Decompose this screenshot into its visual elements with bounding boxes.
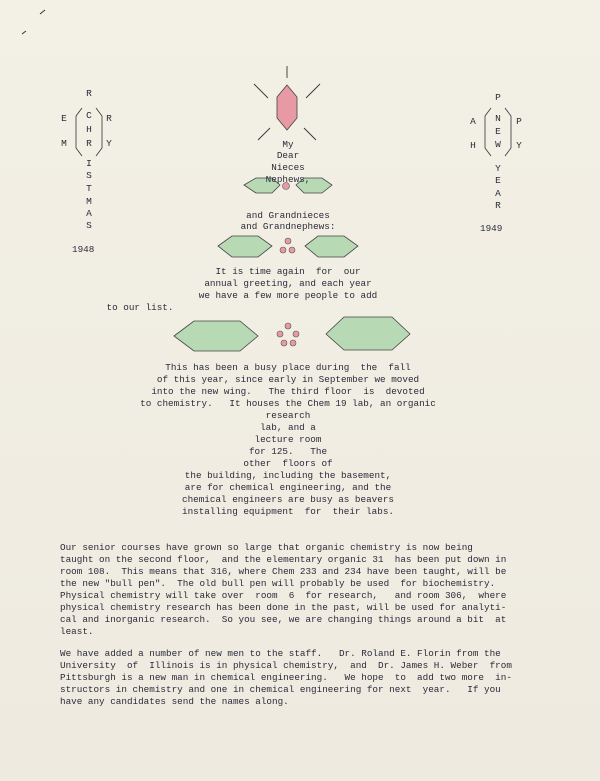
acrostic-letter: S: [86, 170, 92, 181]
green-hexagon: [326, 317, 410, 350]
year-right: 1949: [480, 223, 503, 234]
paragraph-line: cal and inorganic research. So you see, we are changing things around a bit at: [60, 614, 507, 625]
body-line: research: [265, 410, 311, 421]
body-line: are for chemical engineering, and the: [184, 482, 392, 493]
paragraph-line: We have added a number of new men to the staff. Dr. Roland E. Florin from the: [60, 648, 501, 659]
paragraph-line: structors in chemistry and one in chemical engineering for next year. If you: [60, 684, 501, 695]
body-line: installing equipment for their labs.: [181, 506, 394, 517]
body-line: lab, and a: [260, 422, 316, 433]
body-line: to chemistry. It houses the Chem 19 lab, an organic: [140, 398, 436, 409]
acrostic-letter: M: [86, 196, 92, 207]
greeting-line: Dear: [276, 150, 300, 161]
acrostic-letter: E: [495, 126, 501, 137]
paragraph-line: taught on the second floor, and the elementary organic 31 has been put down in: [60, 554, 507, 565]
acrostic-letter: R: [495, 200, 501, 211]
acrostic-side-letter: P: [516, 116, 522, 127]
greeting-line: to our list.: [106, 302, 174, 313]
greeting-line: My: [282, 139, 294, 150]
acrostic-letter: N: [495, 113, 501, 124]
paragraph-line: least.: [60, 626, 94, 637]
greeting-line: It is time again for our: [215, 266, 361, 277]
body-line: lecture room: [254, 434, 322, 445]
paragraph-line: have any candidates send the names along.: [60, 696, 289, 707]
greeting-line: we have a few more people to add: [198, 290, 378, 301]
acrostic-letter: Y: [495, 163, 501, 174]
greeting-line: and Grandnephews:: [240, 221, 336, 232]
paragraph-line: physical chemistry research has been done in the past, will be used for analyti-: [60, 602, 507, 613]
acrostic-letter: T: [86, 183, 92, 194]
year-left: 1948: [72, 244, 95, 255]
acrostic-letter: R: [86, 138, 92, 149]
body-line: the building, including the basement,: [184, 470, 392, 481]
body-line: of this year, since early in September we moved: [156, 374, 420, 385]
acrostic-letter: E: [495, 175, 501, 186]
acrostic-side-letter: R: [106, 113, 112, 124]
acrostic-side-letter: Y: [516, 140, 522, 151]
acrostic-letter: C: [86, 110, 92, 121]
green-hexagon: [174, 321, 258, 351]
body-line: chemical engineers are busy as beavers: [181, 494, 394, 505]
green-hexagon: [305, 236, 358, 257]
greeting-line: and Grandnieces: [246, 210, 330, 221]
greeting-line: Nephews,: [265, 174, 311, 185]
paragraph-line: the new "bull pen". The old bull pen will probably be used for biochemistry.: [60, 578, 496, 589]
acrostic-letter: A: [86, 208, 92, 219]
paragraph-line: room 108. This means that 316, where Chem 233 and 234 have been taught, will be: [60, 566, 507, 577]
acrostic-letter: R: [86, 88, 92, 99]
acrostic-letter: H: [86, 124, 92, 135]
green-hexagon: [218, 236, 272, 257]
body-line: This has been a busy place during the fall: [165, 362, 411, 373]
acrostic-letter: S: [86, 220, 92, 231]
acrostic-side-letter: A: [470, 116, 476, 127]
body-line: other floors of: [243, 458, 333, 469]
acrostic-letter: P: [495, 92, 501, 103]
paragraph-line: Our senior courses have grown so large that organic chemistry is now being: [60, 542, 473, 553]
paragraph-line: Physical chemistry will take over room 6 for research, and room 306, where: [60, 590, 507, 601]
acrostic-side-letter: Y: [106, 138, 112, 149]
acrostic-side-letter: E: [61, 113, 67, 124]
body-line: for 125. The: [248, 446, 328, 457]
acrostic-letter: A: [495, 188, 501, 199]
acrostic-letter: W: [495, 139, 501, 150]
body-line: into the new wing. The third floor is devoted: [151, 386, 425, 397]
greeting-line: annual greeting, and each year: [204, 278, 372, 289]
greeting-line: Nieces: [271, 162, 305, 173]
paragraph-line: University of Illinois is in physical chemistry, and Dr. James H. Weber from: [60, 660, 512, 671]
acrostic-side-letter: H: [470, 140, 476, 151]
paragraph-line: Pittsburgh is a new man in chemical engineering. We hope to add two more in-: [60, 672, 512, 683]
acrostic-side-letter: M: [61, 138, 67, 149]
acrostic-letter: I: [86, 158, 92, 169]
